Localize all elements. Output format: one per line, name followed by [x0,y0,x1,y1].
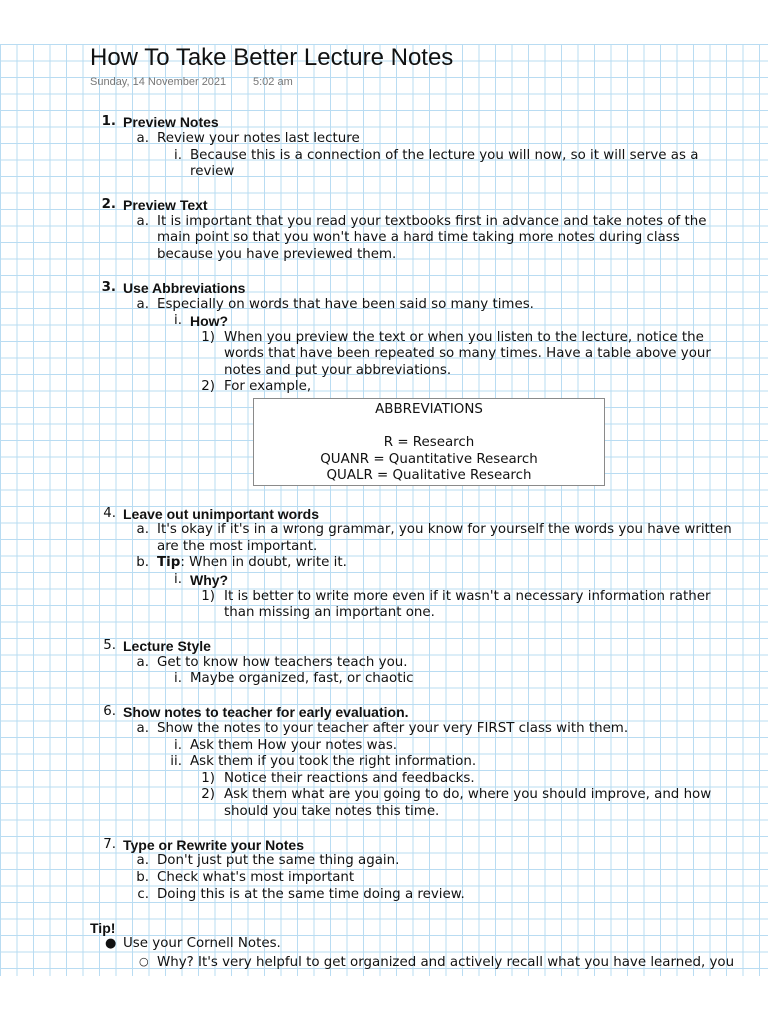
section-3-1-line1: When you preview the text or when you listen to the lecture, notice the [224,330,704,345]
section-6-number: 6. [103,704,116,719]
section-6-1-marker: 1) [201,771,215,786]
section-6-i-marker: i. [174,738,182,753]
section-6-1-text: Notice their reactions and feedbacks. [224,771,475,786]
section-3-number: 3. [101,280,116,295]
section-6-ii-text: Ask them if you took the right information. [190,754,477,769]
section-7-a-text: Don't just put the same thing again. [157,853,400,868]
section-6-ii-marker: ii. [170,754,182,769]
section-6-i-text: Ask them How your notes was. [190,738,398,753]
tip-heading: Tip! [90,920,116,936]
section-3-1-line3: notes and put your abbreviations. [224,363,452,378]
section-4-a-marker: a. [136,522,149,537]
section-6-2-marker: 2) [201,787,215,802]
section-6-a-marker: a. [136,721,149,736]
section-6-2-line2: should you take notes this time. [224,804,440,819]
section-4-a-line2: are the most important. [157,539,318,554]
abbreviation-row: QUANR = Quantitative Research [320,452,538,467]
section-4-i-marker: i. [174,572,182,587]
tip-sub-bullet-text: Why? It's very helpful to get organized and actively recall what you have learned, you [157,955,735,970]
abbreviation-row: R = Research [383,435,475,450]
section-3-2-text: For example, [224,379,312,394]
abbreviation-row: QUALR = Qualitative Research [326,468,532,483]
section-6-a-text: Show the notes to your teacher after your very FIRST class with them. [157,721,629,736]
section-4-1-marker: 1) [201,589,215,604]
section-2-a-marker: a. [136,214,149,229]
section-5-heading: Lecture Style [123,638,211,654]
section-2-a-line1: It is important that you read your textbooks first in advance and take notes of the [157,214,707,229]
section-3-a-text: Especially on words that have been said so many times. [157,297,534,312]
section-1-i-line1: Because this is a connection of the lecture you will now, so it will serve as a [190,148,699,163]
section-7-heading: Type or Rewrite your Notes [123,837,305,853]
bullet-circle-icon: ○ [139,955,149,968]
tip-bullet-text: Use your Cornell Notes. [123,936,281,951]
tip-text: : When in doubt, write it. [180,555,347,570]
section-4-heading: Leave out unimportant words [123,506,320,522]
tip-label: Tip [157,555,181,570]
section-1-i-marker: i. [174,148,182,163]
section-7-a-marker: a. [136,853,149,868]
section-2-a-line2: main point so that you won't have a hard time taking more notes during class [157,230,680,245]
section-2-a-line3: because you have previewed them. [157,247,397,262]
section-7-number: 7. [103,837,116,852]
section-3-1-marker: 1) [201,330,215,345]
section-7-b-text: Check what's most important [157,870,355,885]
section-1-heading: Preview Notes [123,114,219,130]
section-4-1-line1: It is better to write more even if it wasn't a necessary information rather [224,589,711,604]
section-3-heading: Use Abbreviations [123,280,246,296]
section-3-a-marker: a. [136,297,149,312]
section-7-c-marker: c. [137,887,149,902]
section-1-a-marker: a. [136,131,149,146]
section-3-1-line2: words that have been repeated so many times. Have a table above your [224,346,711,361]
section-3-i-text: How? [190,313,229,329]
section-5-i-marker: i. [174,671,182,686]
section-6-heading: Show notes to teacher for early evaluation. [123,704,409,720]
section-7-b-marker: b. [136,870,149,885]
page-title[interactable]: How To Take Better Lecture Notes [90,44,454,71]
section-7-c-text: Doing this is at the same time doing a review. [157,887,465,902]
abbreviations-table [253,398,605,486]
section-1-number: 1. [101,114,116,129]
section-4-b-marker: b. [136,555,149,570]
section-5-number: 5. [103,638,116,653]
note-time: 5:02 am [253,76,293,88]
section-4-a-line1: It's okay if it's in a wrong grammar, you know for yourself the words you have written [157,522,732,537]
section-3-i-marker: i. [174,313,182,328]
section-6-2-line1: Ask them what are you going to do, where you should improve, and how [224,787,712,802]
section-4-i-text: Why? [190,572,229,588]
section-2-number: 2. [101,197,116,212]
section-5-a-marker: a. [136,655,149,670]
section-5-a-text: Get to know how teachers teach you. [157,655,408,670]
section-5-i-text: Maybe organized, fast, or chaotic [190,671,414,686]
section-1-i-line2: review [190,164,235,179]
section-4-1-line2: than missing an important one. [224,605,435,620]
abbreviations-header: ABBREVIATIONS [375,402,483,417]
section-4-b-line [157,555,347,572]
bullet-disc-icon: ● [105,936,117,951]
note-date: Sunday, 14 November 2021 [90,76,227,88]
section-4-number: 4. [103,506,116,521]
section-1-a-text: Review your notes last lecture [157,131,360,146]
section-2-heading: Preview Text [123,197,208,213]
section-3-2-marker: 2) [201,379,215,394]
